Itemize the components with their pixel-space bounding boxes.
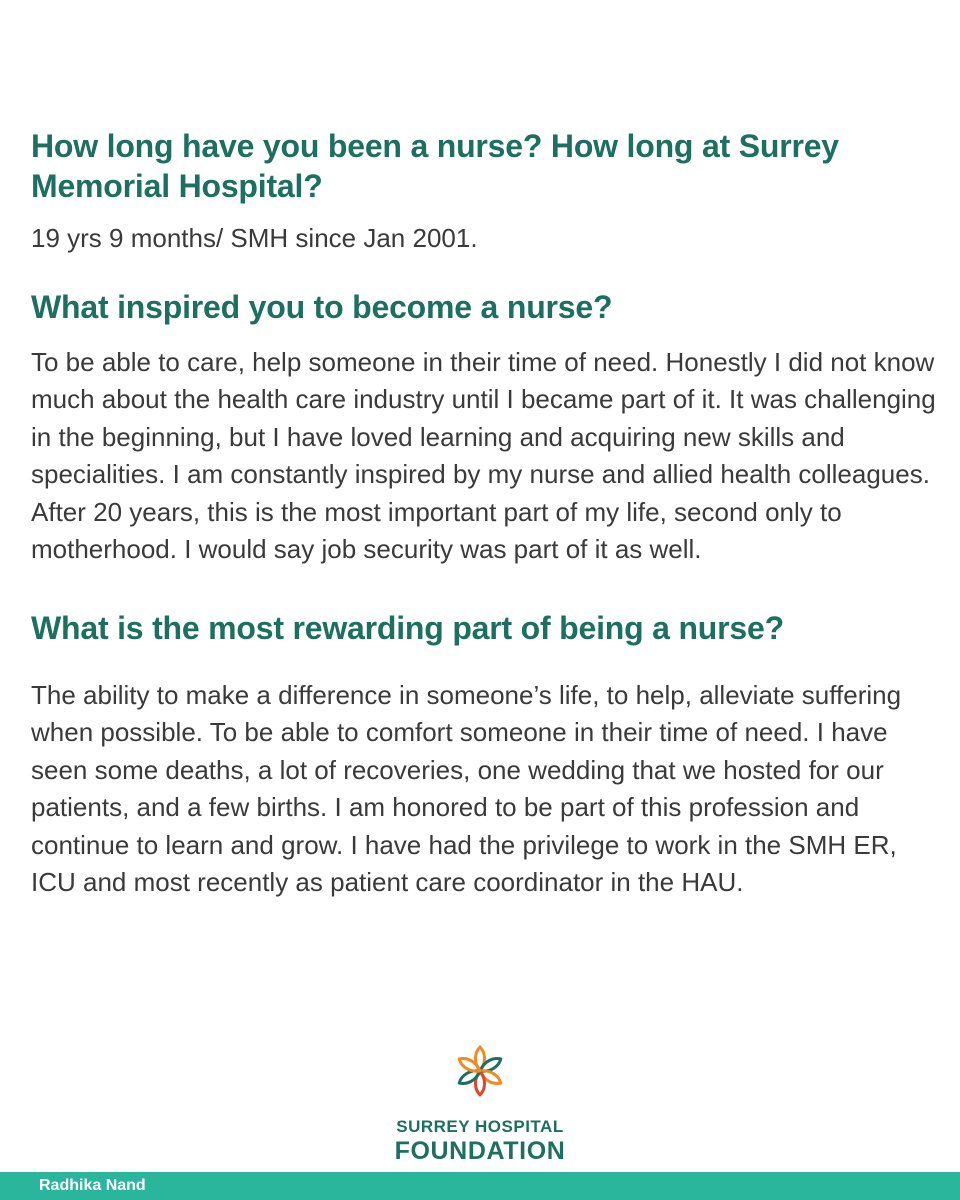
logo-text-line1: SURREY HOSPITAL: [396, 1117, 564, 1136]
author-name: Radhika Nand: [39, 1177, 146, 1194]
question-heading: What inspired you to become a nurse?: [31, 288, 613, 325]
logo-text-line2: FOUNDATION: [394, 1137, 566, 1165]
flower-logo-icon: [454, 1045, 506, 1097]
question-heading: What is the most rewarding part of being a nurse?: [31, 609, 784, 646]
answer-text: To be able to care, help someone in their time of need. Honestly I did not know much about the health care industry until I became part of it. It was challenging in the beginning, but I have loved learning and acquiring new skills and specialities. I am constantly inspired by my nurse and allied health colleagues. After 20 years, this is the most important part of my life, second only to motherhood. I would say job security was part of it as well.: [31, 346, 936, 564]
foundation-logo: [0, 1045, 960, 1165]
interview-content: [31, 126, 936, 902]
answer-text: 19 yrs 9 months/ SMH since Jan 2001.: [31, 223, 478, 253]
footer-bar: [0, 1172, 960, 1200]
question-heading: How long have you been a nurse? How long at Surrey Memorial Hospital?: [31, 128, 839, 204]
answer-text: The ability to make a difference in someone’s life, to help, alleviate suffering when possible. To be able to comfort someone in their time of need. I have seen some deaths, a lot of recoveries, one wedding that we hosted for our patients, and a few births. I am honored to be part of this profession and continue to learn and grow. I have had the privilege to work in the SMH ER, ICU and most recently as patient care coordinator in the HAU.: [31, 679, 902, 897]
